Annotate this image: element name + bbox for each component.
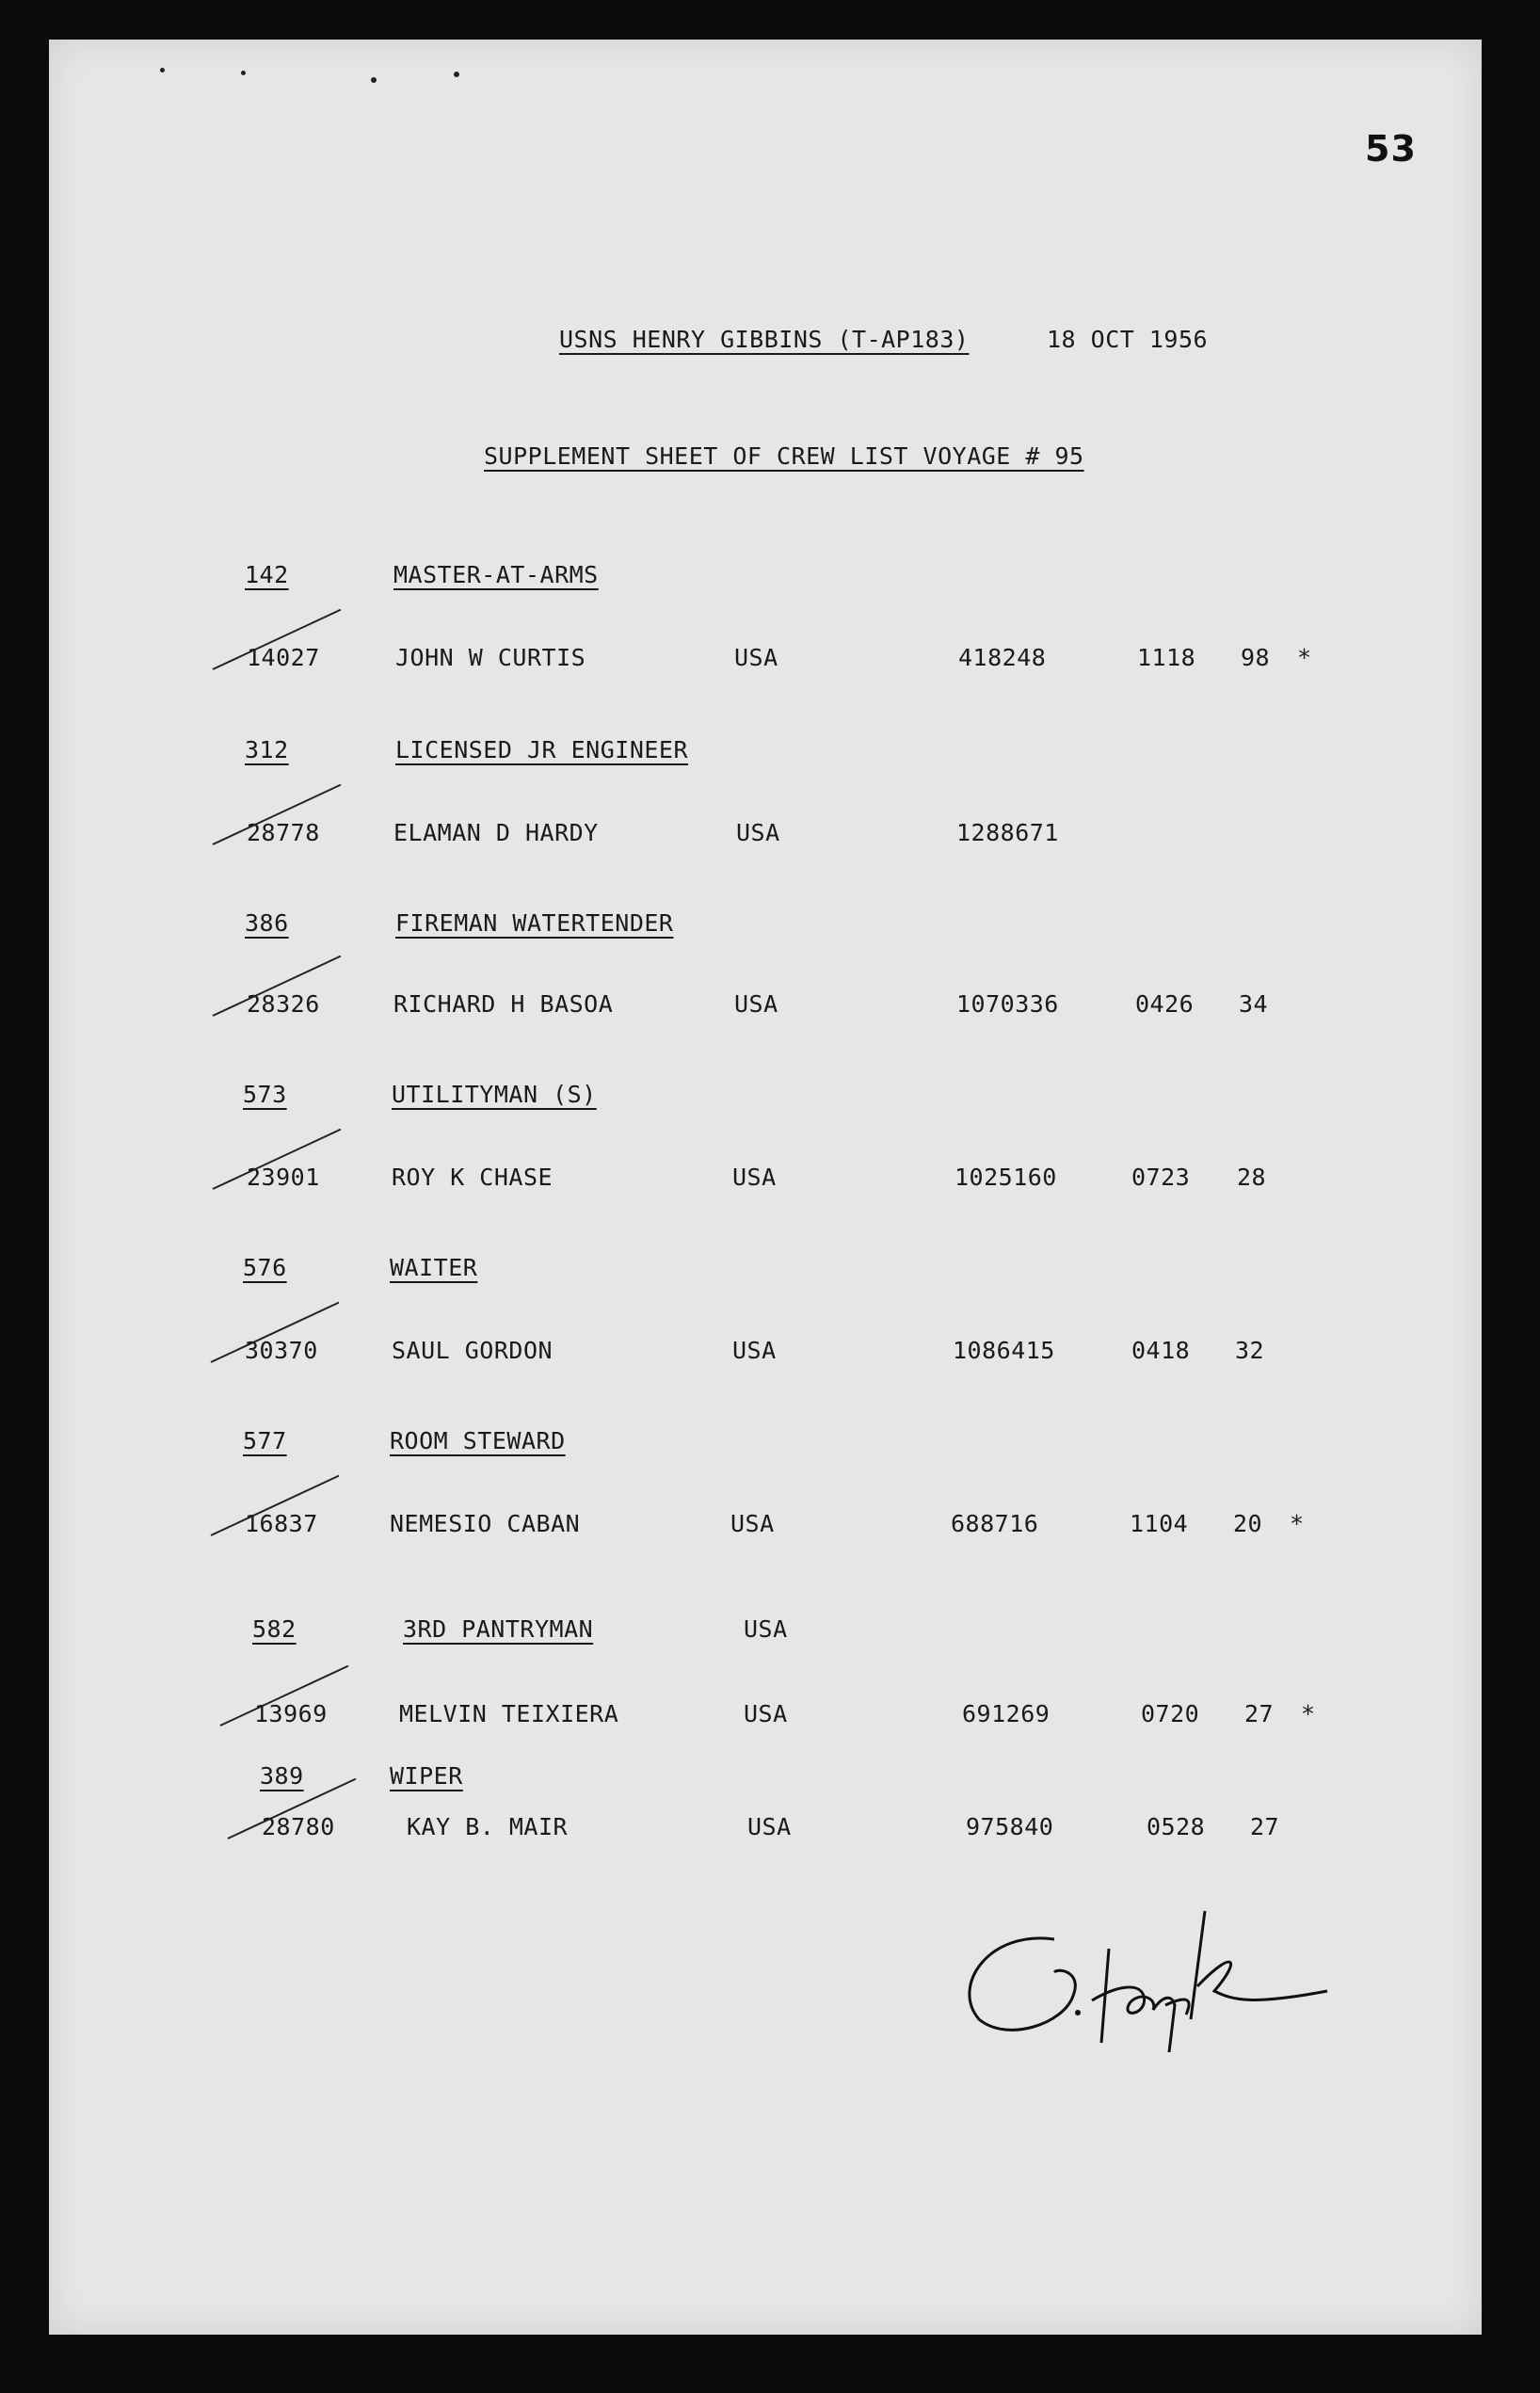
crew-nationality: USA [736, 819, 780, 846]
crew-birth-date: 0528 [1147, 1813, 1206, 1840]
crew-number: 28780 [262, 1813, 335, 1840]
position-code: 582 [252, 1615, 297, 1643]
crew-birth-date: 1104 [1130, 1510, 1189, 1537]
crew-number: 30370 [245, 1337, 318, 1364]
subtitle: SUPPLEMENT SHEET OF CREW LIST VOYAGE # 95 [484, 442, 1084, 470]
crew-name: ELAMAN D HARDY [393, 819, 599, 846]
position-code: 577 [243, 1427, 287, 1454]
crew-document-number: 688716 [951, 1510, 1039, 1537]
header-date: 18 OCT 1956 [1047, 326, 1209, 353]
position-code: 576 [243, 1254, 287, 1281]
crew-mark: * [1290, 1510, 1305, 1537]
crew-birth-date: 0418 [1131, 1337, 1191, 1364]
position-code: 386 [245, 909, 289, 937]
position-code: 142 [245, 561, 289, 588]
crew-birth-date: 0723 [1131, 1164, 1191, 1191]
crew-number: 14027 [247, 644, 320, 671]
crew-document-number: 1086415 [953, 1337, 1055, 1364]
crew-mark: * [1301, 1700, 1316, 1727]
position-code: 389 [260, 1762, 304, 1790]
crew-nationality: USA [732, 1337, 777, 1364]
position-title: 3RD PANTRYMAN [403, 1615, 594, 1643]
crew-number: 13969 [254, 1700, 328, 1727]
crew-birth-date: 0720 [1141, 1700, 1200, 1727]
crew-age: 20 [1233, 1510, 1263, 1537]
crew-number: 16837 [245, 1510, 318, 1537]
crew-document-number: 975840 [966, 1813, 1054, 1840]
position-code: 312 [245, 736, 289, 763]
crew-nationality: USA [747, 1813, 792, 1840]
crew-document-number: 1070336 [956, 990, 1059, 1018]
crew-nationality: USA [734, 990, 778, 1018]
crew-age: 32 [1235, 1337, 1265, 1364]
crew-nationality: USA [734, 644, 778, 671]
crew-birth-date: 0426 [1135, 990, 1195, 1018]
crew-name: SAUL GORDON [392, 1337, 553, 1364]
position-title: MASTER-AT-ARMS [393, 561, 599, 588]
crew-document-number: 1288671 [956, 819, 1059, 846]
crew-name: NEMESIO CABAN [390, 1510, 581, 1537]
crew-birth-date: 1118 [1137, 644, 1196, 671]
signature [951, 1892, 1346, 2052]
crew-name: ROY K CHASE [392, 1164, 553, 1191]
crew-nationality: USA [744, 1700, 788, 1727]
crew-age: 27 [1250, 1813, 1280, 1840]
page-number: 53 [1365, 128, 1417, 169]
crew-document-number: 1025160 [954, 1164, 1057, 1191]
crew-age: 98 [1241, 644, 1271, 671]
crew-number: 28778 [247, 819, 320, 846]
crew-name: MELVIN TEIXIERA [399, 1700, 619, 1727]
position-title: LICENSED JR ENGINEER [395, 736, 689, 763]
crew-name: JOHN W CURTIS [395, 644, 586, 671]
position-code: 573 [243, 1081, 287, 1108]
position-title: ROOM STEWARD [390, 1427, 566, 1454]
crew-document-number: 418248 [958, 644, 1047, 671]
position-title: UTILITYMAN (S) [392, 1081, 597, 1108]
crew-number: 23901 [247, 1164, 320, 1191]
header-vessel: USNS HENRY GIBBINS (T-AP183) [559, 326, 970, 353]
crew-nationality: USA [732, 1164, 777, 1191]
crew-name: RICHARD H BASOA [393, 990, 614, 1018]
position-title: WIPER [390, 1762, 463, 1790]
crew-age: 27 [1244, 1700, 1275, 1727]
crew-nationality: USA [730, 1510, 775, 1537]
position-title: WAITER [390, 1254, 478, 1281]
crew-document-number: 691269 [962, 1700, 1051, 1727]
crew-number: 28326 [247, 990, 320, 1018]
crew-age: 34 [1239, 990, 1269, 1018]
crew-age: 28 [1237, 1164, 1267, 1191]
crew-mark: * [1297, 644, 1312, 671]
position-title: FIREMAN WATERTENDER [395, 909, 674, 937]
position-nationality: USA [744, 1615, 788, 1643]
crew-name: KAY B. MAIR [407, 1813, 569, 1840]
